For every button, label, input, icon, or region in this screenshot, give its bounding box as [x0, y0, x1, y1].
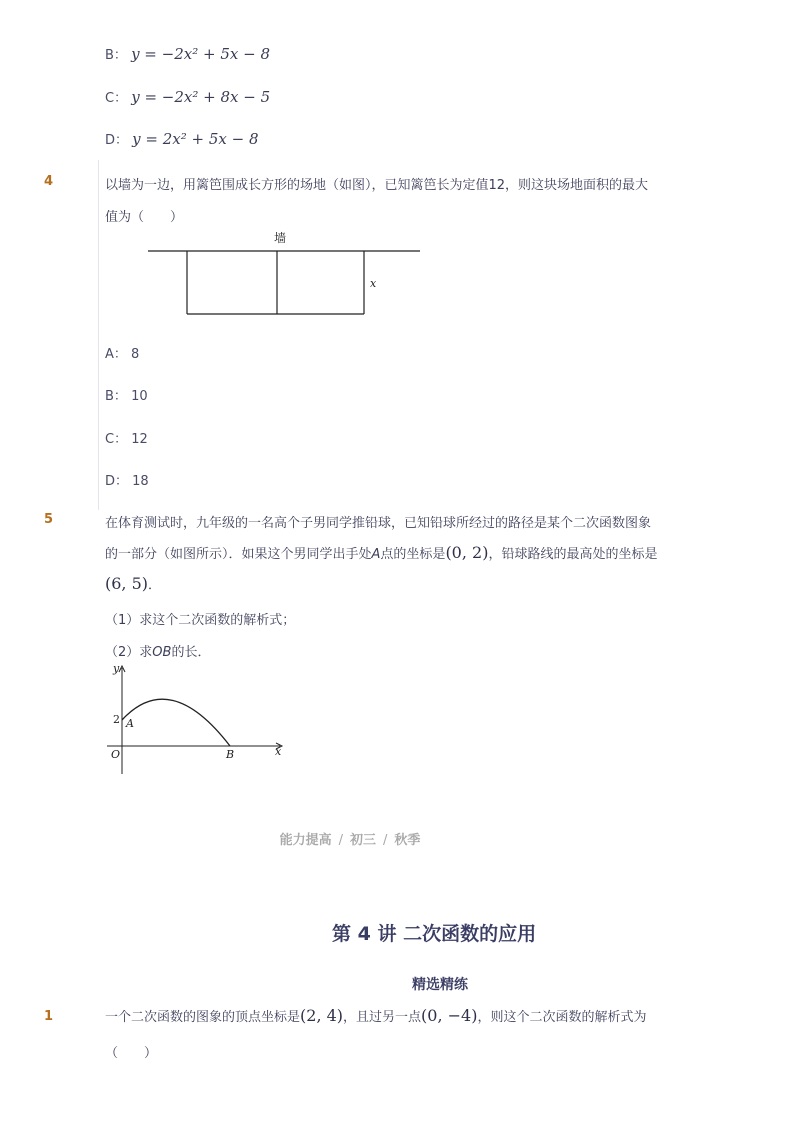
y-axis-label: y — [113, 662, 120, 675]
option-letter: B： — [105, 389, 127, 404]
option-value: 10 — [131, 389, 148, 404]
text-segment: 的长． — [171, 645, 211, 660]
q5-sub-question-2 — [105, 641, 210, 660]
option-letter: B： — [105, 48, 127, 63]
q5-text-line3 — [105, 574, 161, 593]
q1-text-line2: （ ） — [105, 1046, 158, 1061]
option-value: 8 — [131, 347, 140, 362]
page-footer — [0, 829, 700, 848]
q4-fence-figure — [140, 225, 440, 325]
q4-option-a[interactable] — [105, 343, 139, 362]
origin-label: O — [111, 748, 121, 761]
footer-grade: 初三 — [349, 833, 376, 848]
tick-2-label: 2 — [113, 713, 120, 726]
side-label-x: x — [370, 277, 377, 290]
variable-ob: OB — [152, 645, 172, 660]
q5-parabola-figure — [100, 660, 295, 780]
text-segment: （2）求 — [105, 645, 153, 660]
option-formula: y = −2x² + 8x − 5 — [131, 88, 271, 106]
option-letter: C： — [105, 432, 128, 447]
q5-text-line2 — [105, 543, 657, 562]
footer-subject: 能力提高 — [279, 833, 332, 848]
text-segment: 的一部分（如图所示）．如果这个男同学出手处 — [105, 547, 372, 562]
point-a-label: A — [126, 717, 134, 730]
q1-text-line1 — [105, 1006, 646, 1025]
parabola-curve — [122, 699, 230, 746]
wall-label: 墙 — [273, 231, 287, 245]
q5-number: 5 — [44, 512, 54, 527]
option-value: 18 — [132, 474, 149, 489]
text-segment: ，且过另一点 — [343, 1010, 422, 1025]
vertex-coord: (6, 5) — [105, 574, 149, 593]
point-b-label: B — [226, 748, 235, 761]
vertex-coord: (2, 4) — [300, 1006, 344, 1025]
q4-option-b[interactable] — [105, 385, 148, 404]
footer-separator: / — [338, 833, 343, 848]
text-segment: 一个二次函数的图象的顶点坐标是 — [105, 1010, 301, 1025]
q4-option-c[interactable] — [105, 428, 148, 447]
q4-text-line1: 以墙为一边，用篱笆围成长方形的场地（如图），已知篱笆长为定值12，则这块场地面积的最大 — [105, 178, 649, 193]
option-formula: y = 2x² + 5x − 8 — [132, 130, 259, 148]
q4-number: 4 — [44, 174, 54, 189]
q4-option-d[interactable] — [105, 470, 149, 489]
q3-option-d[interactable] — [105, 129, 259, 148]
q5-sub-question-1: （1）求这个二次函数的解析式； — [105, 613, 296, 628]
option-letter: D： — [105, 474, 129, 489]
option-value: 12 — [131, 432, 148, 447]
text-segment: ． — [148, 578, 162, 593]
question-divider — [98, 160, 99, 510]
q1-number: 1 — [44, 1009, 54, 1024]
text-segment: ，铅球路线的最高处的坐标是 — [488, 547, 658, 562]
option-letter: C： — [105, 91, 128, 106]
text-segment: 点的坐标是 — [380, 547, 446, 562]
option-letter: D： — [105, 133, 129, 148]
footer-term: 秋季 — [394, 833, 421, 848]
q3-option-b[interactable] — [105, 44, 270, 63]
lesson-title: 第 4 讲 二次函数的应用 — [332, 923, 537, 945]
option-formula: y = −2x² + 5x − 8 — [131, 45, 270, 63]
footer-separator: / — [383, 833, 388, 848]
option-letter: A： — [105, 347, 127, 362]
text-segment: ，则这个二次函数的解析式为 — [477, 1010, 647, 1025]
variable-a: A — [371, 547, 381, 562]
q5-text-line1: 在体育测试时，九年级的一名高个子男同学推铅球，已知铅球所经过的路径是某个二次函数图象 — [105, 516, 652, 531]
point-a-coord: (0, 2) — [445, 543, 489, 562]
q3-option-c[interactable] — [105, 87, 270, 106]
q4-text-line2: 值为（ ） — [105, 210, 184, 225]
x-axis-label: x — [275, 745, 282, 758]
section-title: 精选精练 — [412, 977, 468, 993]
point-coord: (0, −4) — [421, 1006, 478, 1025]
